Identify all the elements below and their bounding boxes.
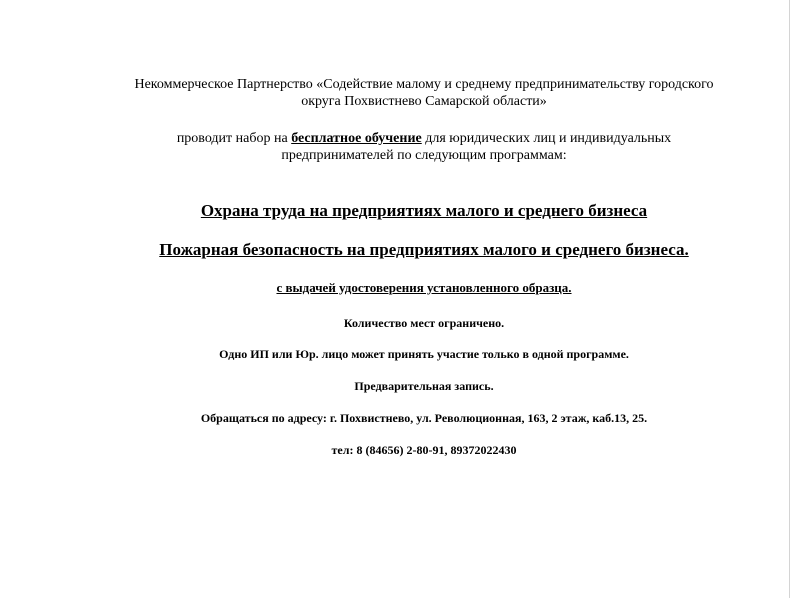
announcement-prefix: проводит набор на [176, 131, 292, 146]
free-training-emphasis: бесплатное обучение [291, 131, 422, 146]
program-heading-labor-safety: Охрана труда на предприятиях малого и среднего бизнеса [200, 201, 648, 220]
announcement-line-2: предпринимателей по следующим программам: [281, 148, 567, 163]
announcement-suffix: для юридических лиц и индивидуальных [421, 131, 672, 146]
intro-line-1: Некоммерческое Партнерство «Содействие малому и среднему предпринимательству городского [134, 77, 714, 92]
program-heading-fire-safety: Пожарная безопасность на предприятиях малого и среднего бизнеса. [159, 240, 689, 259]
one-program-note: Одно ИП или Юр. лицо может принять участие только в одной программе. [219, 347, 629, 361]
phone-note: тел: 8 (84656) 2-80-91, 89372022430 [331, 443, 517, 457]
limited-seats-note: Количество мест ограничено. [343, 316, 505, 330]
preregistration-note: Предварительная запись. [354, 379, 494, 393]
intro-line-2: округа Похвистнево Самарской области» [301, 94, 547, 109]
certificate-note: с выдачей удостоверения установленного образца. [276, 280, 572, 295]
address-note: Обращаться по адресу: г. Похвистнево, ул. Революционная, 163, 2 этаж, каб.13, 25. [200, 411, 648, 425]
announcement-line-1 [0, 130, 795, 147]
